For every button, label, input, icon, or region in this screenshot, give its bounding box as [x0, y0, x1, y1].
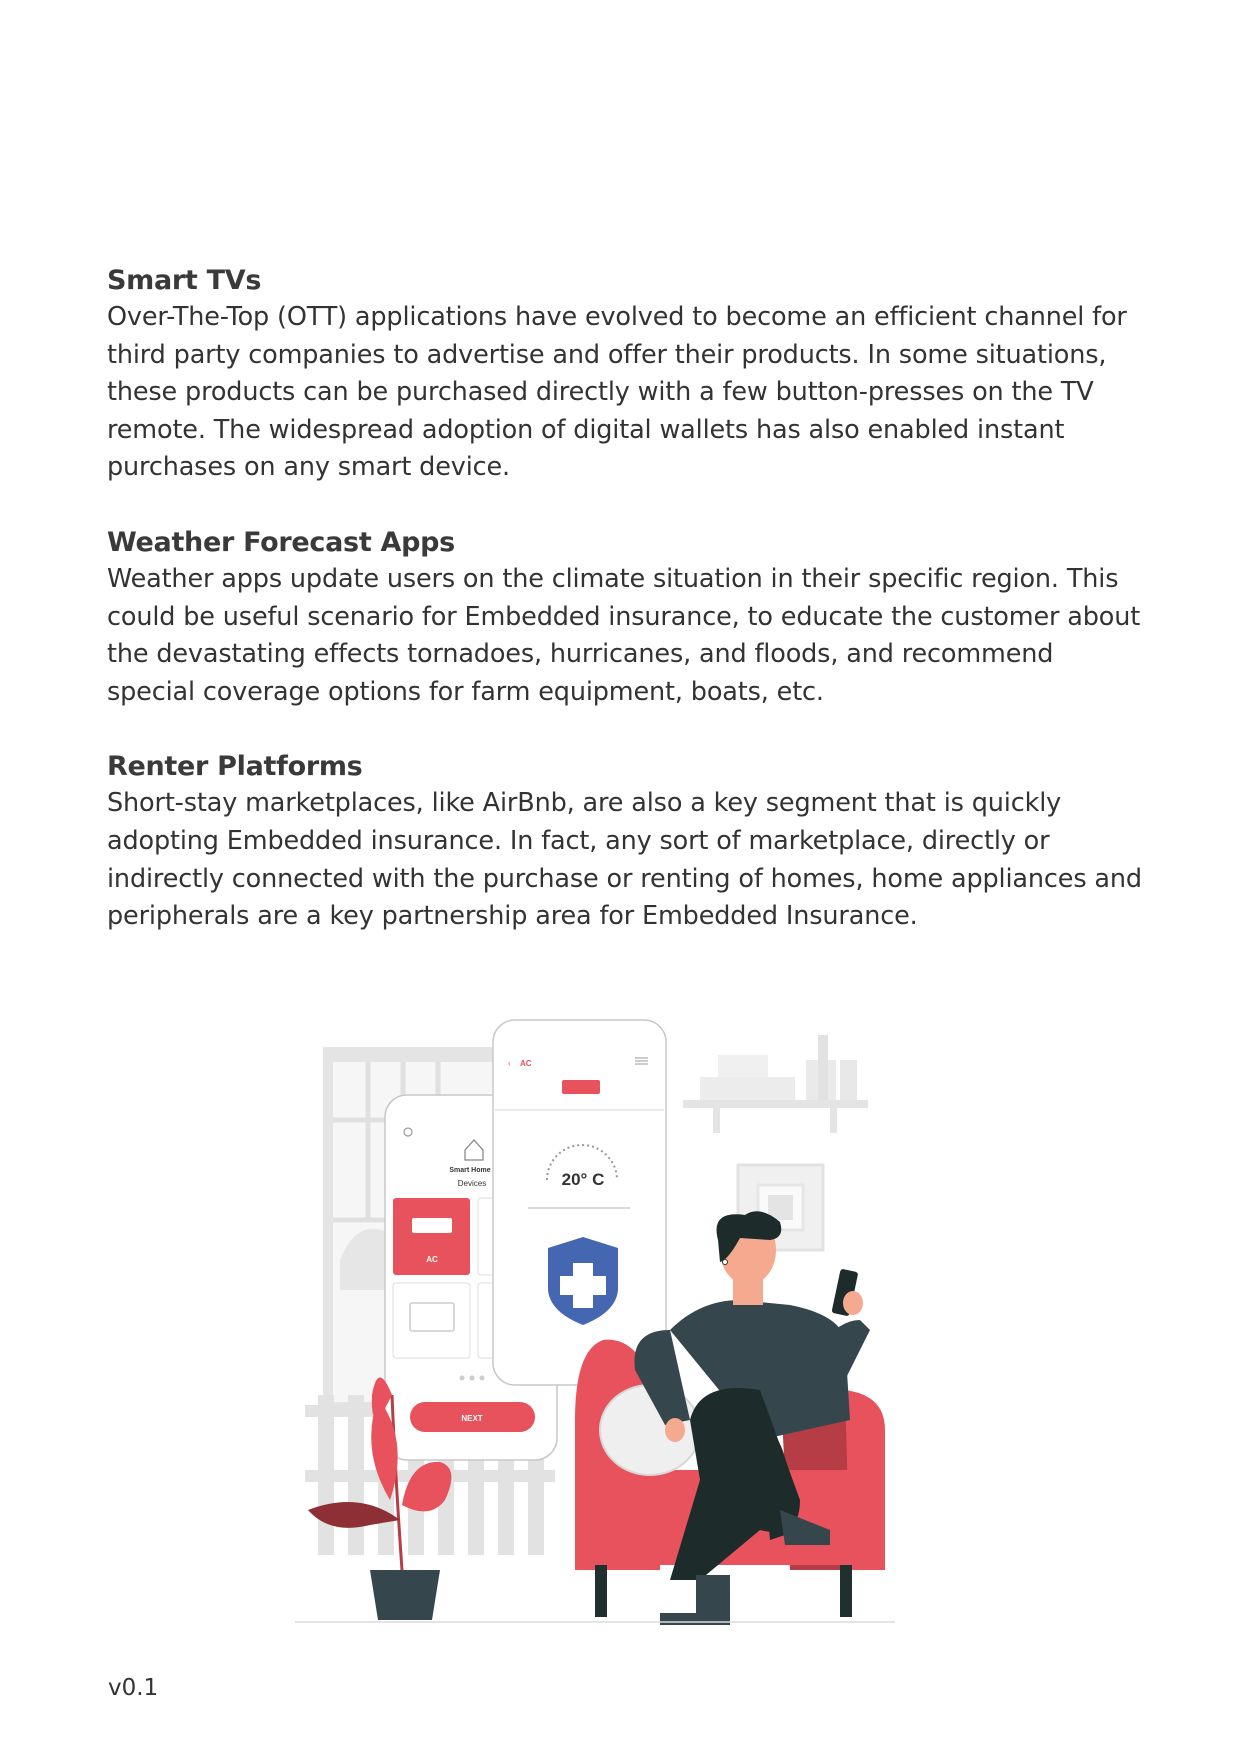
- ac-card-label: AC: [426, 1255, 438, 1264]
- article-content: [107, 262, 1147, 973]
- ac-unit-icon: [562, 1080, 600, 1094]
- smart-home-illustration: [280, 1010, 920, 1640]
- next-button-label: NEXT: [461, 1414, 483, 1423]
- temperature-readout: 20° C: [561, 1170, 605, 1189]
- section-weather-apps: [107, 524, 1147, 711]
- section-heading: Renter Platforms: [107, 751, 363, 783]
- back-phone-subtitle: Devices: [457, 1179, 487, 1188]
- section-renter-platforms: [107, 748, 1147, 935]
- section-body: Short-stay marketplaces, like AirBnb, are also a key segment that is quickly adopting Embedded insurance. In fact, any sort of marketplace, directly or indirectly connected with the purchase or renting of homes, home appliances and peripherals are a key partnership area for Embedded Insurance.: [107, 788, 1142, 932]
- section-body: Over-The-Top (OTT) applications have evolved to become an efficient channel for third party companies to advertise and offer their products. In some situations, these products can be purchased directly with a few button-presses on the TV remote. The widespread adoption of digital wallets has also enabled instant purchases on any smart device.: [107, 302, 1127, 483]
- back-phone-title: Smart Home: [449, 1167, 491, 1174]
- front-phone-header: AC: [520, 1059, 532, 1068]
- back-chevron-icon: ‹: [508, 1059, 511, 1068]
- section-smart-tvs: [107, 262, 1147, 487]
- version-label: v0.1: [108, 1675, 159, 1701]
- section-heading: Smart TVs: [107, 265, 262, 296]
- front-phone-mockup: [493, 1020, 666, 1385]
- section-body: Weather apps update users on the climate situation in their specific region. This could be useful scenario for Embedded insurance, to educate the customer about the devastating effects tornadoes, hurricanes, and floods, and recommend special coverage options for farm equipment, boats, etc.: [107, 563, 1141, 707]
- shelf-illustration: [683, 1035, 868, 1133]
- plant-pot: [370, 1570, 440, 1620]
- section-heading: Weather Forecast Apps: [107, 526, 455, 558]
